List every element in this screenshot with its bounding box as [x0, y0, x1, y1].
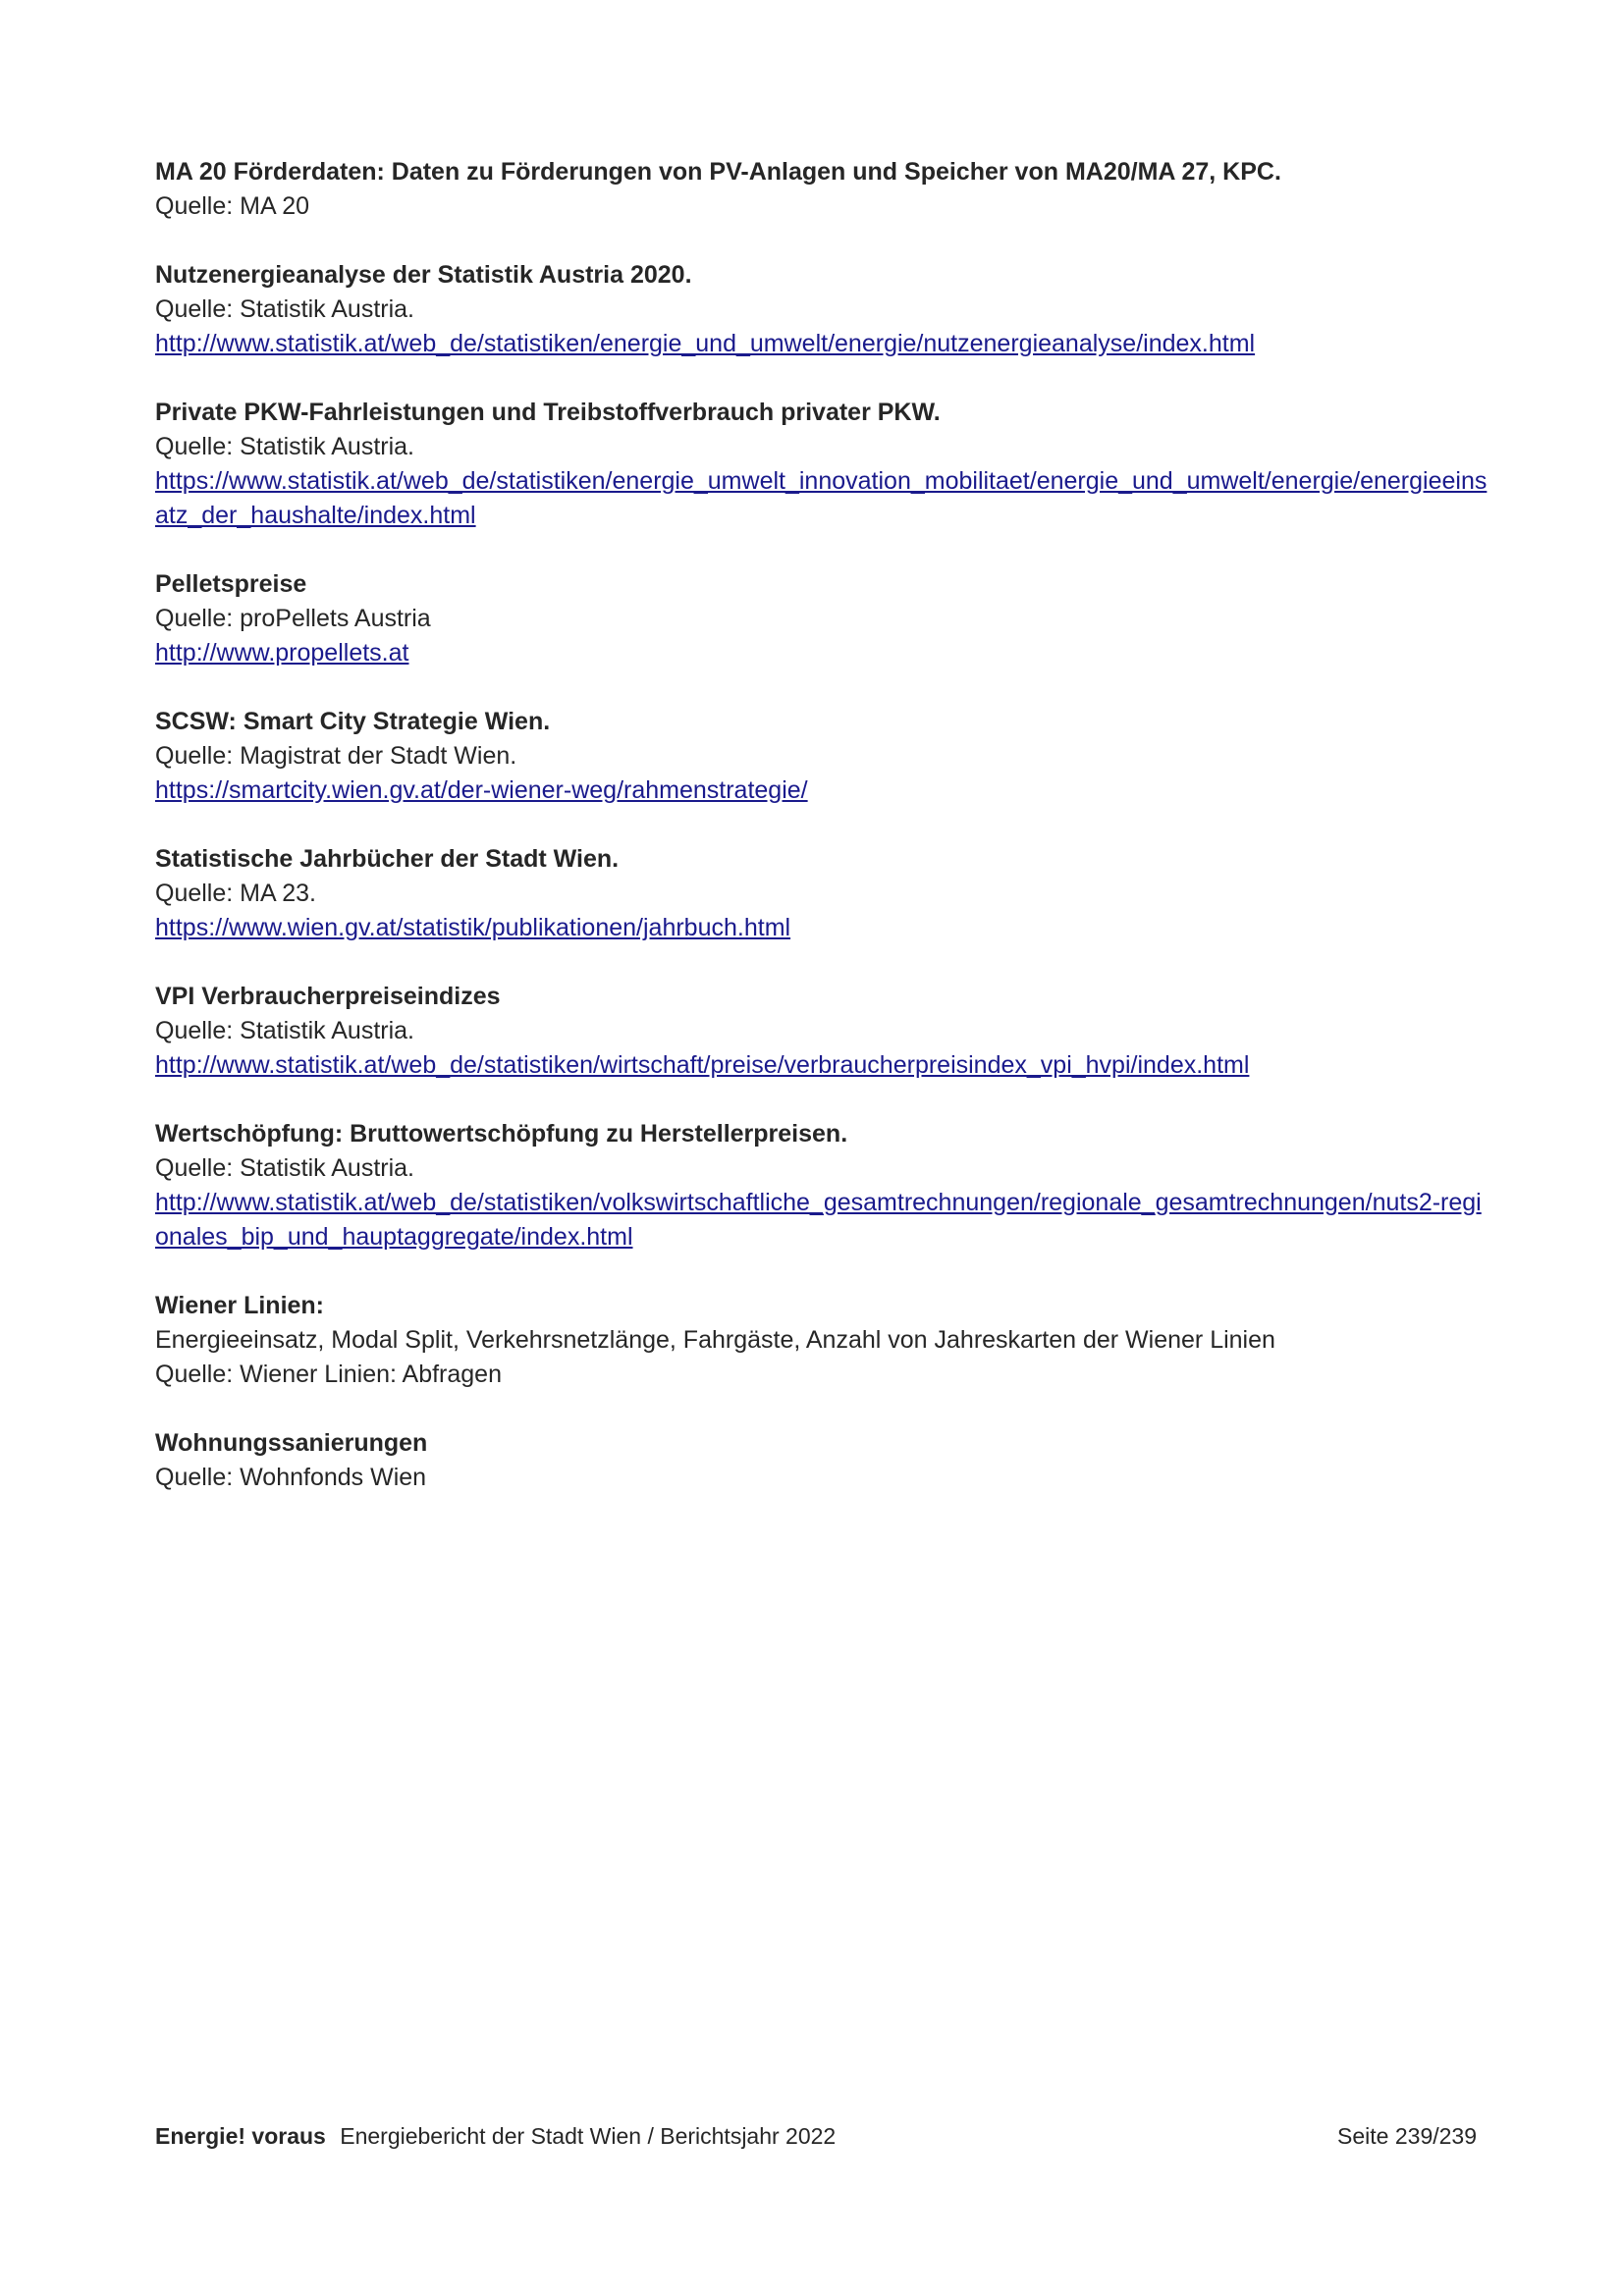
source-title: Nutzenergieanalyse der Statistik Austria 2020.: [155, 261, 692, 289]
source-entry: [155, 1117, 1490, 1255]
source-text: Quelle: proPellets Austria: [155, 605, 431, 632]
source-link[interactable]: https://www.statistik.at/web_de/statistiken/energie_umwelt_innovation_mobilitaet/energie_und_umwelt/energie/energieeinsatz_der_haushalte/index.html: [155, 467, 1488, 529]
source-entry: [155, 842, 1490, 945]
source-text: Quelle: Statistik Austria.: [155, 1154, 415, 1182]
source-title: VPI Verbraucherpreiseindizes: [155, 983, 501, 1010]
source-title: Wertschöpfung: Bruttowertschöpfung zu Herstellerpreisen.: [155, 1120, 848, 1148]
source-text: Quelle: Statistik Austria.: [155, 1017, 415, 1044]
source-title: SCSW: Smart City Strategie Wien.: [155, 708, 551, 735]
source-text: Quelle: MA 23.: [155, 880, 316, 907]
source-entry: [155, 705, 1490, 808]
source-text: Quelle: Wohnfonds Wien: [155, 1464, 427, 1491]
source-title: MA 20 Förderdaten: Daten zu Förderungen von PV-Anlagen und Speicher von MA20/MA 27, KPC.: [155, 158, 1281, 186]
source-text: Quelle: Statistik Austria.: [155, 295, 415, 323]
source-entry: [155, 567, 1490, 670]
source-entry: [155, 396, 1490, 533]
source-entry: [155, 1289, 1490, 1392]
page-number: Seite 239/239: [1337, 2123, 1477, 2149]
source-link[interactable]: http://www.statistik.at/web_de/statistiken/wirtschaft/preise/verbraucherpreisindex_vpi_hvpi/index.html: [155, 1051, 1250, 1079]
page-footer: [155, 2121, 1477, 2151]
source-text: Quelle: MA 20: [155, 192, 310, 220]
source-list: [155, 155, 1490, 1529]
source-entry: [155, 1426, 1490, 1495]
source-text: Quelle: Wiener Linien: Abfragen: [155, 1361, 502, 1388]
source-link[interactable]: http://www.statistik.at/web_de/statistiken/energie_und_umwelt/energie/nutzenergieanalyse/index.html: [155, 330, 1256, 357]
source-text: Quelle: Statistik Austria.: [155, 433, 415, 460]
source-link[interactable]: http://www.propellets.at: [155, 639, 409, 667]
source-text: Quelle: Magistrat der Stadt Wien.: [155, 742, 517, 770]
source-title: Wohnungssanierungen: [155, 1429, 428, 1457]
source-title: Wiener Linien:: [155, 1292, 325, 1319]
footer-brand: Energie! voraus: [155, 2123, 326, 2149]
footer-subtitle: Energiebericht der Stadt Wien / Berichtsjahr 2022: [340, 2123, 837, 2149]
source-text: Energieeinsatz, Modal Split, Verkehrsnetzlänge, Fahrgäste, Anzahl von Jahreskarten der Wiener Linien: [155, 1326, 1275, 1354]
source-title: Private PKW-Fahrleistungen und Treibstoffverbrauch privater PKW.: [155, 399, 941, 426]
source-title: Pelletspreise: [155, 570, 307, 598]
source-link[interactable]: http://www.statistik.at/web_de/statistiken/volkswirtschaftliche_gesamtrechnungen/regionale_gesamtrechnungen/nuts2-regionales_bip_und_hauptaggregate/index.html: [155, 1189, 1482, 1251]
source-link[interactable]: https://www.wien.gv.at/statistik/publikationen/jahrbuch.html: [155, 914, 791, 941]
source-entry: [155, 258, 1490, 361]
source-entry: [155, 155, 1490, 224]
source-title: Statistische Jahrbücher der Stadt Wien.: [155, 845, 620, 873]
source-entry: [155, 980, 1490, 1083]
source-link[interactable]: https://smartcity.wien.gv.at/der-wiener-weg/rahmenstrategie/: [155, 776, 808, 804]
